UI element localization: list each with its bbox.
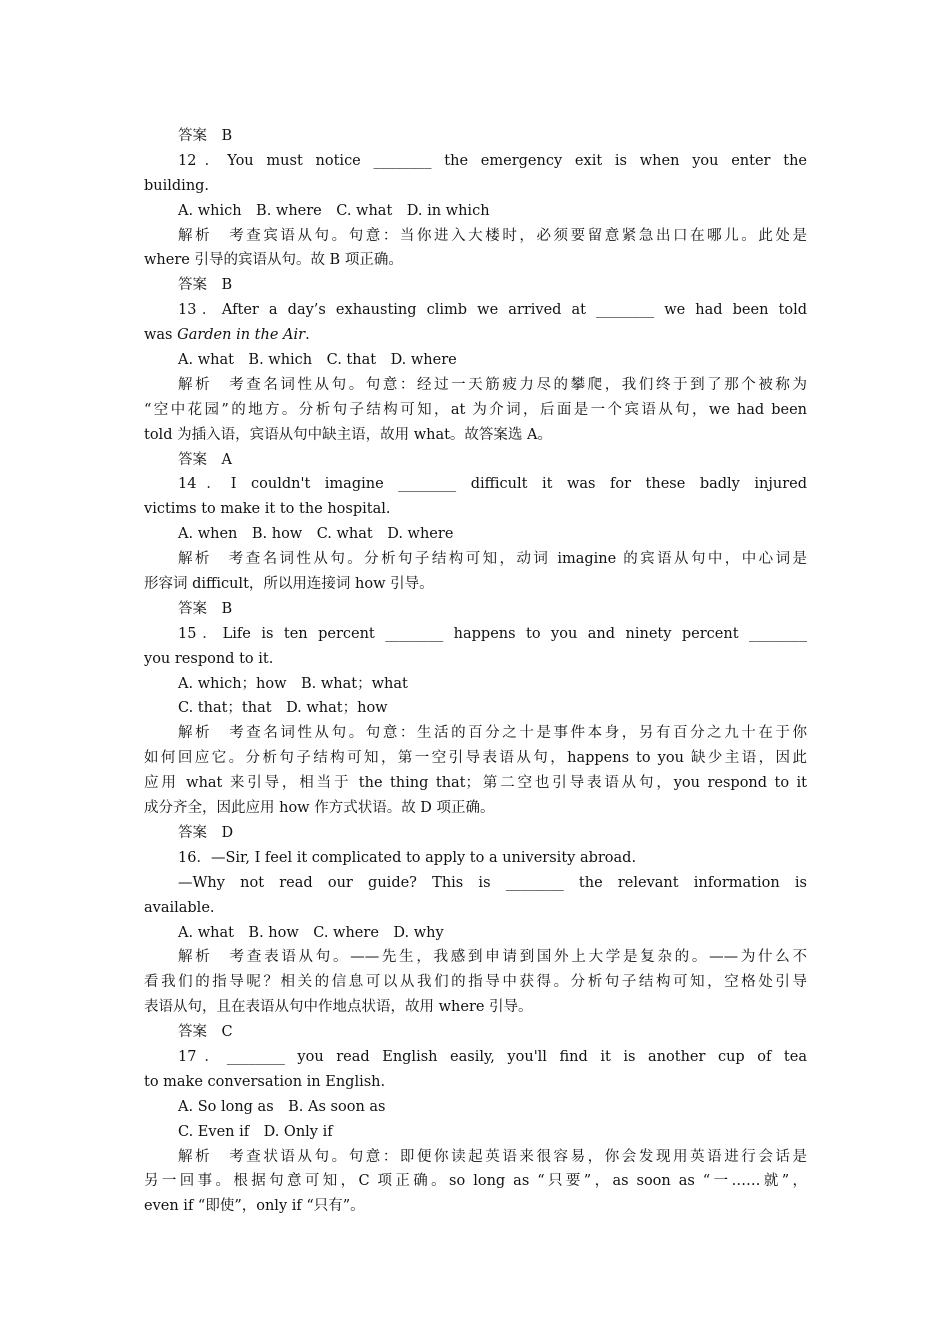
text-line: A. what B. how C. where D. why [178, 924, 444, 941]
text-line: where 引导的宾语从句。故 B 项正确。 [144, 252, 403, 269]
text-line: 看我们的指导呢？相关的信息可以从我们的指导中获得。分析句子结构可知，空格处引导 [144, 974, 807, 991]
text-line: A. which；how B. what；what [178, 675, 408, 692]
text-line: 形容词 difficult，所以用连接词 how 引导。 [144, 576, 434, 593]
text-line: A. So long as B. As soon as [178, 1098, 386, 1115]
text-line: 答案 D [178, 824, 234, 841]
text-line: “空中花园”的地方。分析句子结构可知，at 为介词，后面是一个宾语从句，we had been [144, 401, 807, 418]
text-line: 答案 B [178, 600, 233, 617]
text-line: 解析 考查名词性从句。句意：经过一天筋疲力尽的攀爬，我们终于到了那个被称为 [178, 376, 807, 393]
text-line [144, 323, 807, 348]
text-line: 答案 A [178, 451, 232, 468]
text-line: 16．—Sir, I feel it complicated to apply to a university abroad. [178, 849, 637, 866]
text-span: was [144, 327, 178, 344]
document-page [144, 124, 807, 1219]
text-line: available. [144, 899, 215, 916]
text-line: 成分齐全，因此应用 how 作方式状语。故 D 项正确。 [144, 800, 495, 817]
text-line: building. [144, 177, 210, 194]
text-line: 解析 考查宾语从句。句意：当你进入大楼时，必须要留意紧急出口在哪儿。此处是 [178, 227, 807, 244]
text-line: 12．You must notice ________ the emergency exit is when you enter the [178, 152, 807, 169]
text-line: 13．After a day’s exhausting climb we arrived at ________ we had been told [178, 302, 807, 319]
text-line: 17．________ you read English easily, you'll find it is another cup of tea [178, 1048, 807, 1065]
text-line: 解析 考查名词性从句。分析句子结构可知，动词 imagine 的宾语从句中，中心词是 [178, 551, 807, 568]
text-line: 解析 考查名词性从句。句意：生活的百分之十是事件本身，另有百分之九十在于你 [178, 725, 807, 742]
text-line: C. Even if D. Only if [178, 1123, 333, 1140]
text-line: even if “即使”，only if “只有”。 [144, 1198, 365, 1215]
text-line: to make conversation in English. [144, 1073, 386, 1090]
text-line: 应用 what 来引导，相当于 the thing that；第二空也引导表语从句，you respond to it [144, 775, 807, 792]
text-line: —Why not read our guide? This is ________ the relevant information is [178, 874, 807, 891]
text-line: 如何回应它。分析句子结构可知，第一空引导表语从句，happens to you 缺少主语，因此 [144, 750, 807, 767]
text-line: 15．Life is ten percent ________ happens to you and ninety percent ________ [178, 625, 807, 642]
text-line: C. that；that D. what；how [178, 700, 388, 717]
text-line: 答案 B [178, 128, 233, 144]
italic-title: Garden in the Air [177, 327, 306, 344]
text-line: A. when B. how C. what D. where [178, 526, 454, 543]
text-line: told 为插入语，宾语从句中缺主语，故用 what。故答案选 A。 [144, 426, 552, 443]
text-line: 解析 考查状语从句。句意：即便你读起英语来很容易，你会发现用英语进行会话是 [178, 1148, 807, 1165]
text-line: A. which B. where C. what D. in which [178, 202, 490, 219]
text-line: 解析 考查表语从句。——先生，我感到申请到国外上大学是复杂的。——为什么不 [178, 949, 807, 966]
text-line: 答案 C [178, 1024, 233, 1041]
text-line: you respond to it. [144, 650, 274, 667]
text-line: victims to make it to the hospital. [144, 501, 391, 518]
text-line: A. what B. which C. that D. where [178, 352, 457, 369]
text-line: 另一回事。根据句意可知，C 项正确。so long as “只要”，as soon as “一……就”， [144, 1173, 807, 1190]
text-line: 表语从句，且在表语从句中作地点状语，故用 where 引导。 [144, 999, 533, 1016]
text-line: 答案 B [178, 277, 233, 294]
text-line: 14．I couldn't imagine ________ difficult it was for these badly injured [178, 476, 807, 493]
text-span: . [305, 327, 310, 344]
